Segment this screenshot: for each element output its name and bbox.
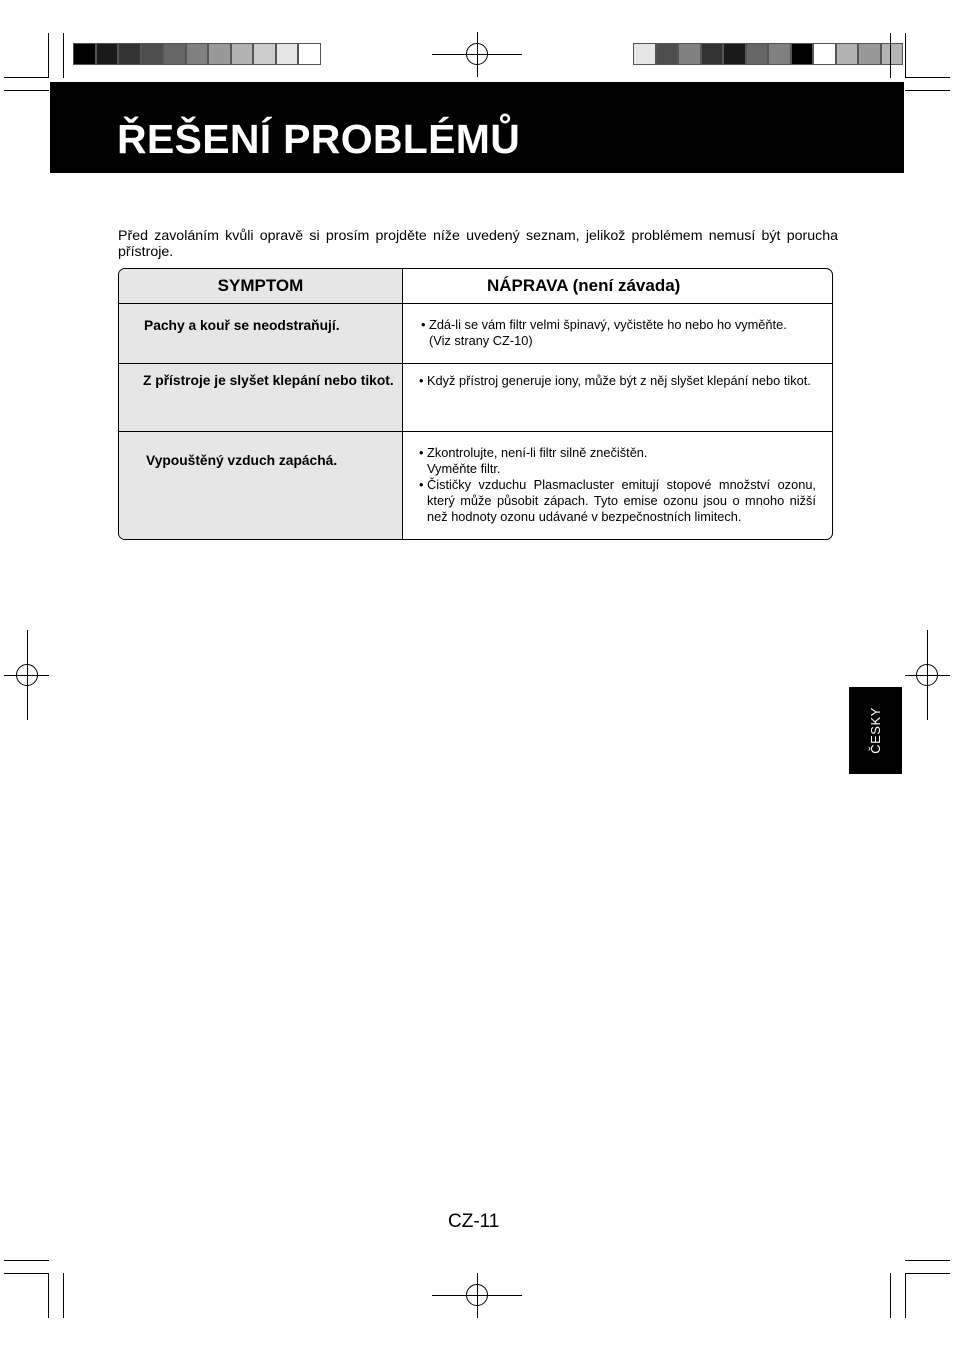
color-swatch (678, 43, 701, 65)
color-swatch (701, 43, 724, 65)
remedy-cell (403, 304, 832, 364)
bullet: • (419, 445, 424, 460)
column-header-remedy: NÁPRAVA (není závada) (403, 269, 832, 304)
intro-paragraph: Před zavoláním kvůli opravě si prosím projděte níže uvedený seznam, jelikož problémem nemusí být porucha přístroje. (118, 228, 838, 260)
troubleshooting-table (118, 268, 833, 540)
color-swatch (813, 43, 836, 65)
color-swatch (836, 43, 859, 65)
remedy-item (403, 304, 832, 349)
language-tab-label: ČESKY (867, 707, 883, 754)
crop-mark (48, 33, 49, 78)
remedy-item (419, 445, 816, 477)
color-swatch (73, 43, 96, 65)
color-swatch (298, 43, 321, 65)
color-swatch (118, 43, 141, 65)
remedy-text: Když přístroj generuje iony, může být z něj slyšet klepání nebo tikot. (427, 373, 811, 388)
symptom-text: Z přístroje je slyšet klepání nebo tikot. (143, 373, 394, 388)
bullet: • (421, 317, 426, 332)
color-swatch (746, 43, 769, 65)
color-swatch (253, 43, 276, 65)
crop-mark (905, 33, 906, 78)
bullet: • (419, 373, 424, 388)
symptom-text: Vypouštěný vzduch zapáchá. (146, 453, 338, 468)
crop-mark (890, 33, 891, 78)
color-swatch (881, 43, 904, 65)
crop-mark (890, 1273, 891, 1318)
color-swatch (231, 43, 254, 65)
remedy-text: Zkontrolujte, není-li filtr silně znečištěn. (427, 445, 648, 460)
crop-mark (905, 1273, 950, 1274)
remedy-cell (403, 432, 832, 539)
symptom-text: Pachy a kouř se neodstraňují. (144, 318, 340, 333)
crop-mark (48, 1273, 49, 1318)
remedy-text-line2: Vyměňte filtr. (427, 461, 501, 476)
color-swatch (276, 43, 299, 65)
color-swatch (96, 43, 119, 65)
symptom-cell (119, 432, 403, 539)
remedy-text: Čističky vzduchu Plasmacluster emitují stopové množství ozonu, který může působit zápach. Tyto emise ozonu jsou o mnoho nižší než hodnoty ozonu udávané v bezpečnostních limitech. (427, 477, 816, 524)
crop-mark (905, 90, 950, 91)
color-swatch (163, 43, 186, 65)
crop-mark (4, 90, 49, 91)
symptom-cell (119, 304, 403, 364)
crop-mark (63, 1273, 64, 1318)
crop-mark (905, 77, 950, 78)
color-swatch (768, 43, 791, 65)
remedy-item (403, 364, 832, 389)
color-swatch (791, 43, 814, 65)
color-swatch (186, 43, 209, 65)
remedy-reference: (Viz strany CZ-10) (429, 333, 533, 348)
color-swatch (656, 43, 679, 65)
crop-mark (4, 77, 49, 78)
crop-mark (4, 1273, 49, 1274)
crop-mark (4, 1260, 49, 1261)
crop-mark (63, 33, 64, 78)
remedy-text: Zdá-li se vám filtr velmi špinavý, vyčistěte ho nebo ho vyměňte. (429, 317, 787, 332)
remedy-item (419, 477, 816, 525)
symptom-cell (119, 364, 403, 432)
column-header-symptom: SYMPTOM (119, 269, 403, 304)
color-swatch (858, 43, 881, 65)
table-row (119, 304, 832, 364)
page-number: CZ-11 (448, 1211, 500, 1232)
crop-mark (905, 1273, 906, 1318)
table-row (119, 432, 832, 539)
page-title: ŘEŠENÍ PROBLÉMŮ (117, 116, 521, 162)
color-swatch (208, 43, 231, 65)
color-swatch (723, 43, 746, 65)
color-swatch (633, 43, 656, 65)
crop-mark (905, 1260, 950, 1261)
table-row (119, 364, 832, 432)
remedy-cell (403, 364, 832, 432)
color-swatch (141, 43, 164, 65)
table-header-row (119, 269, 832, 304)
bullet: • (419, 477, 424, 492)
